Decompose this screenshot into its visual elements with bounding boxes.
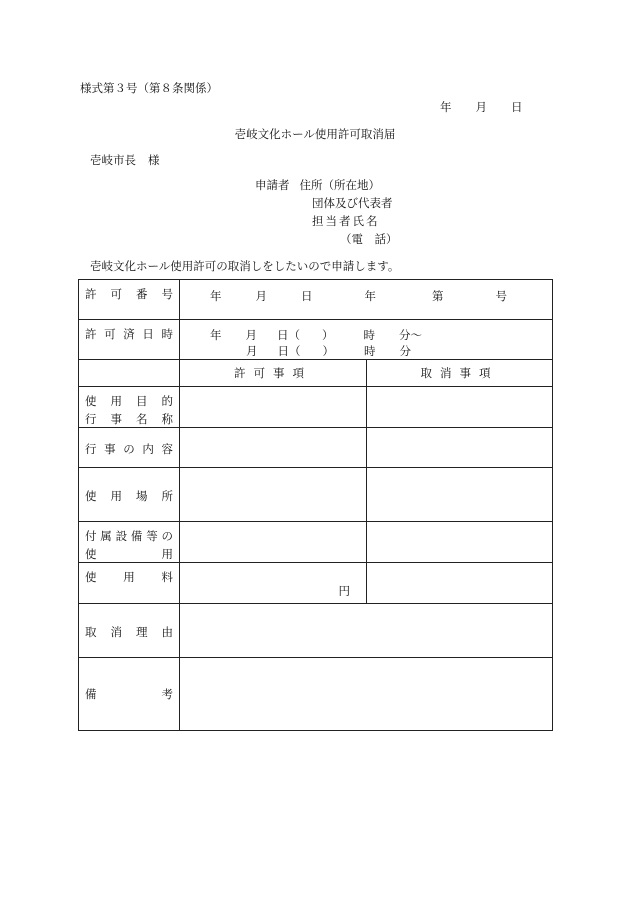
label-place	[79, 468, 180, 522]
date-l1-minute: 分～	[399, 328, 422, 342]
applicant-line	[255, 177, 380, 193]
date-month-label: 月	[475, 100, 487, 114]
label-char: 所	[161, 489, 173, 503]
label-char: 行	[85, 442, 97, 456]
applicant-address-label: 住所（所在地）	[299, 178, 380, 192]
label-char: 付	[85, 529, 97, 543]
row-place	[79, 468, 553, 522]
label-remarks	[79, 658, 180, 731]
row-reason	[79, 604, 553, 658]
date-l1-day: 日（	[277, 328, 300, 342]
addressee-name: 壱岐市長	[90, 153, 136, 167]
remarks-field[interactable]	[180, 658, 553, 731]
fee-cancel-cell[interactable]	[367, 563, 553, 604]
label-char: 取	[85, 625, 97, 639]
label-char: 使	[85, 489, 97, 503]
permit-month-label: 月	[255, 289, 267, 303]
label-char: 事	[104, 442, 116, 456]
permit-day-label: 日	[301, 289, 313, 303]
label-char: 属	[100, 529, 112, 543]
row-permit-date	[79, 320, 553, 360]
statement-text: 壱岐文化ホール使用許可の取消しをしたいので申請します。	[90, 259, 400, 273]
permit-date-line-2	[210, 343, 552, 359]
row-column-headers	[79, 360, 553, 387]
label-char: 可	[110, 287, 122, 301]
row-purpose	[79, 387, 553, 428]
row-equipment	[79, 522, 553, 563]
label-char: 備	[130, 529, 143, 543]
label-char: 名	[136, 412, 148, 426]
label-char: 使	[85, 394, 97, 408]
label-char: 許	[85, 327, 97, 341]
applicant-person-label: 担当者氏名	[312, 214, 380, 228]
label-char: 内	[142, 442, 154, 456]
date-day-label: 日	[511, 100, 523, 114]
label-char: 時	[161, 327, 173, 341]
date-l1-month: 月	[245, 328, 257, 342]
permit-era-year-label: 年	[364, 289, 376, 303]
row-fee	[79, 563, 553, 604]
permit-number-field[interactable]	[180, 280, 553, 320]
yen-unit: 円	[338, 584, 350, 598]
label-char: 日	[142, 327, 154, 341]
date-year-label: 年	[440, 100, 452, 114]
label-char: 的	[161, 394, 173, 408]
header-blank-cell	[79, 360, 180, 387]
label-char: 使	[85, 570, 97, 584]
label-equipment	[79, 522, 180, 563]
permit-date-line-1	[210, 327, 552, 343]
document-title: 壱岐文化ホール使用許可取消届	[234, 127, 396, 141]
label-char: 等	[146, 529, 158, 543]
label-permit-number	[79, 280, 180, 320]
label-char: 行	[85, 412, 97, 426]
label-char: 由	[161, 625, 173, 639]
label-purpose	[79, 387, 180, 428]
reason-field[interactable]	[180, 604, 553, 658]
place-permit-cell[interactable]	[180, 468, 367, 522]
label-char: 設	[115, 529, 128, 543]
row-content	[79, 428, 553, 468]
purpose-permit-cell[interactable]	[180, 387, 367, 428]
label-fee	[79, 563, 180, 604]
label-char: の	[161, 529, 173, 543]
equipment-cancel-cell[interactable]	[367, 522, 553, 563]
permit-date-field[interactable]	[180, 320, 553, 360]
label-char: 号	[161, 287, 173, 301]
label-char: 事	[110, 412, 122, 426]
label-char: 考	[161, 687, 173, 701]
label-char: 使	[85, 547, 97, 561]
label-char: 称	[161, 412, 173, 426]
label-char: 料	[161, 570, 173, 584]
permit-dai-label: 第	[432, 289, 444, 303]
purpose-cancel-cell[interactable]	[367, 387, 553, 428]
date-l1-year: 年	[210, 328, 222, 342]
date-l2-hour: 時	[364, 344, 376, 358]
label-char: 用	[161, 547, 173, 561]
label-char: の	[123, 442, 135, 456]
applicant-org-label: 団体及び代表者	[312, 196, 393, 210]
content-cancel-cell[interactable]	[367, 428, 553, 468]
label-char: 容	[161, 442, 173, 456]
date-l2-day: 日（	[277, 344, 301, 358]
date-l2-paren: ）	[322, 344, 334, 358]
content-permit-cell[interactable]	[180, 428, 367, 468]
permit-year-label: 年	[210, 289, 222, 303]
addressee	[90, 152, 160, 168]
label-content	[79, 428, 180, 468]
applicant-label: 申請者	[255, 178, 290, 192]
equipment-permit-cell[interactable]	[180, 522, 367, 563]
place-cancel-cell[interactable]	[367, 468, 553, 522]
date-l2-month: 月	[246, 344, 258, 358]
applicant-phone-label: （電 話）	[340, 232, 398, 246]
date-line	[440, 99, 523, 115]
date-l1-hour: 時	[363, 328, 375, 342]
label-char: 番	[136, 287, 148, 301]
addressee-honorific: 様	[148, 153, 160, 167]
cancellation-form-table	[78, 279, 553, 731]
label-char: 備	[85, 687, 97, 701]
label-char: 用	[110, 394, 122, 408]
label-reason	[79, 604, 180, 658]
label-char: 可	[104, 327, 116, 341]
header-permit-items	[180, 360, 367, 387]
form-reference: 様式第３号（第８条関係）	[80, 81, 218, 95]
date-l1-paren: ）	[322, 328, 334, 342]
fee-permit-cell[interactable]	[180, 563, 367, 604]
header-cancel-items	[367, 360, 553, 387]
label-permit-date	[79, 320, 180, 360]
row-remarks	[79, 658, 553, 731]
row-permit-number	[79, 280, 553, 320]
date-l2-minute: 分	[399, 344, 411, 358]
header-permit-items-text: 許可事項	[234, 366, 312, 380]
label-char: 許	[85, 287, 97, 301]
permit-go-label: 号	[495, 289, 507, 303]
label-char: 理	[136, 625, 148, 639]
label-char: 用	[110, 489, 122, 503]
header-cancel-items-text: 取消事項	[420, 366, 499, 380]
label-char: 済	[123, 327, 135, 341]
label-char: 目	[136, 394, 148, 408]
label-char: 場	[136, 489, 148, 503]
label-char: 消	[110, 625, 122, 639]
label-char: 用	[123, 570, 135, 584]
